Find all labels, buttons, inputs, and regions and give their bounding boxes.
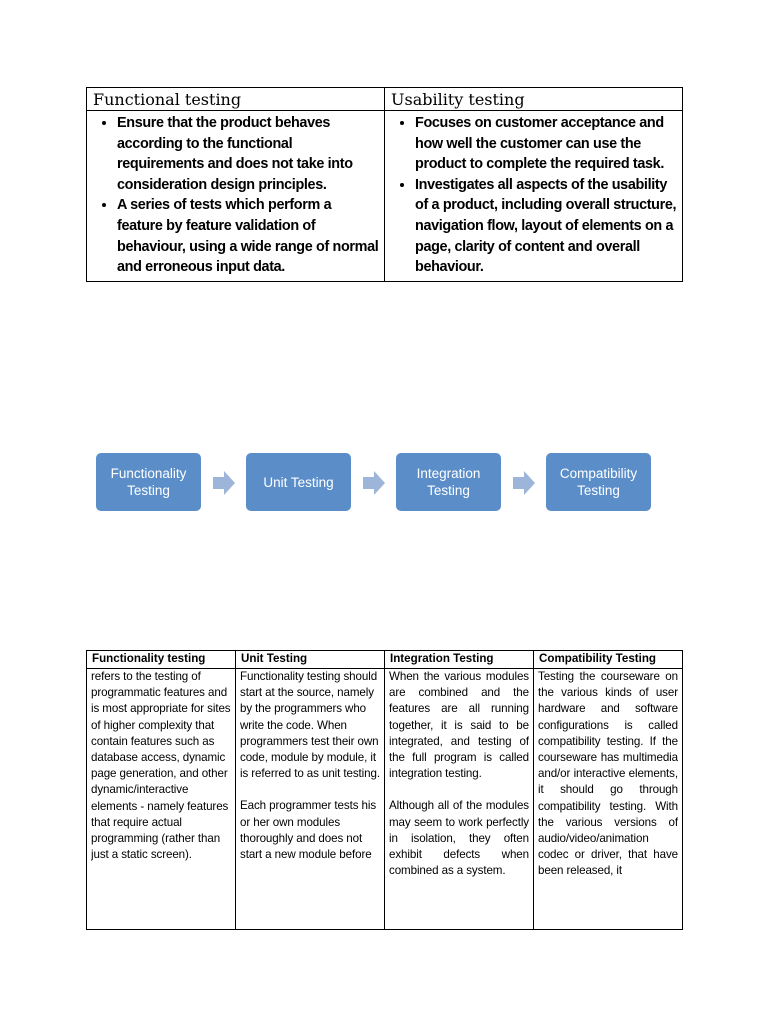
arrow-right-icon xyxy=(213,471,235,495)
cell-paragraph: Each programmer tests his or her own modules thoroughly and does not start a new module before xyxy=(240,799,377,862)
cell-paragraph: refers to the testing of programmatic features and is most appropriate for sites of higher complexity that contain features such as database access, dynamic page generation, and other dynamic/interactive elements - namely features that require actual programming (rather than just a static screen). xyxy=(91,670,231,862)
header-unit-testing: Unit Testing xyxy=(236,651,385,669)
cell-paragraph: Although all of the modules may seem to work perfectly in isolation, they often exhibit defects when combined as a system. xyxy=(389,799,529,878)
header-integration-testing: Integration Testing xyxy=(385,651,534,669)
flow-step-unit-testing: Unit Testing xyxy=(246,453,351,511)
cell-paragraph: When the various modules are combined and the features are all running together, it is said to be integrated, and testing of the full program is called integration testing. xyxy=(389,670,529,781)
unit-testing-cell xyxy=(236,669,385,930)
functional-testing-cell xyxy=(87,111,385,282)
comparison-table-header-row xyxy=(87,88,683,111)
list-item: • Investigates all aspects of the usability of a product, including overall structure, navigation flow, layout of elements on a page, clarity of content and overall behaviour. xyxy=(415,175,678,278)
functional-testing-list xyxy=(91,113,380,278)
functionality-testing-cell xyxy=(87,669,236,930)
cell-paragraph: Testing the courseware on the various kinds of user hardware and software configurations is called compatibility testing. If the courseware has multimedia and/or interactive elements, it should go through compatibility testing. With the various versions of audio/video/animation codec or driver, that have been released, it xyxy=(538,670,678,878)
comparison-table xyxy=(86,87,683,282)
arrow-right-icon xyxy=(363,471,385,495)
detail-table xyxy=(86,650,683,930)
compatibility-testing-cell xyxy=(534,669,683,930)
header-usability-testing: Usability testing xyxy=(385,88,683,111)
detail-table-body-row xyxy=(87,669,683,930)
flow-step-functionality-testing: Functionality Testing xyxy=(96,453,201,511)
usability-testing-cell xyxy=(385,111,683,282)
usability-testing-list xyxy=(389,113,678,278)
header-functionality-testing: Functionality testing xyxy=(87,651,236,669)
flow-step-integration-testing: Integration Testing xyxy=(396,453,501,511)
integration-testing-cell xyxy=(385,669,534,930)
arrow-right-icon xyxy=(513,471,535,495)
header-compatibility-testing: Compatibility Testing xyxy=(534,651,683,669)
cell-paragraph: Functionality testing should start at the source, namely by the programmers who write the code. When programmers test their own code, module by module, it is referred to as unit testing. xyxy=(240,670,380,781)
flow-step-compatibility-testing: Compatibility Testing xyxy=(546,453,651,511)
comparison-table-body-row xyxy=(87,111,683,282)
detail-table-header-row xyxy=(87,651,683,669)
list-item: • Focuses on customer acceptance and how well the customer can use the product to complete the required task. xyxy=(415,113,678,175)
list-item: • Ensure that the product behaves according to the functional requirements and does not take into consideration design principles. xyxy=(117,113,380,195)
header-functional-testing: Functional testing xyxy=(87,88,385,111)
list-item: • A series of tests which perform a feature by feature validation of behaviour, using a wide range of normal and erroneous input data. xyxy=(117,195,380,277)
